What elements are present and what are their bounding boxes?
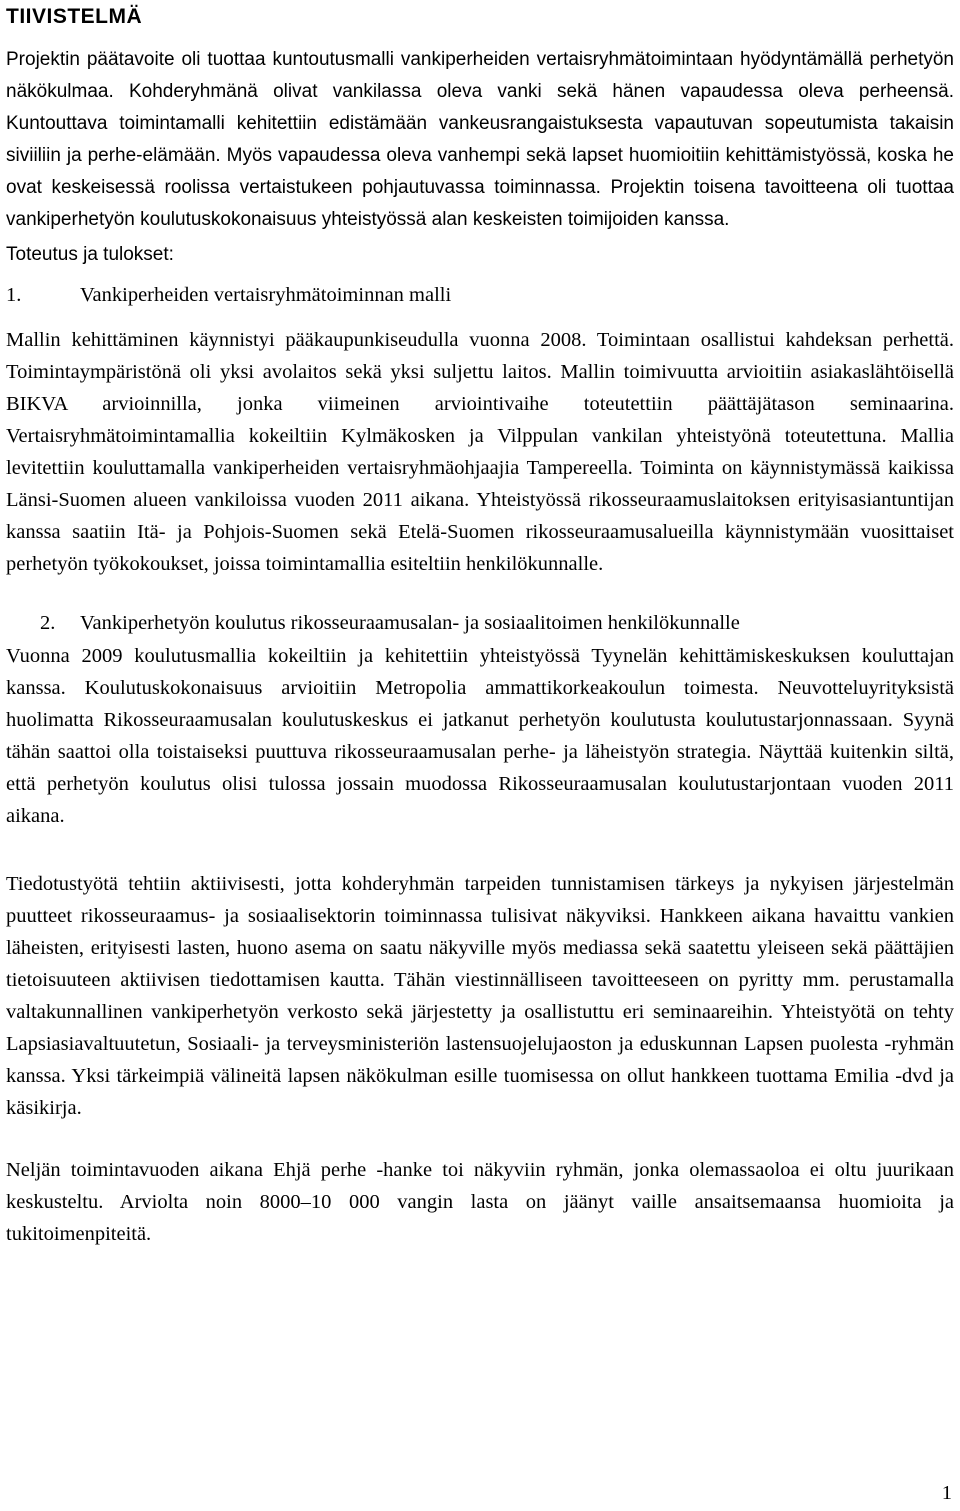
item1-body: Mallin kehittäminen käynnistyi pääkaupunkiseudulla vuonna 2008. Toimintaan osallistui kahdeksan perhettä. Toimintaympäristönä oli yksi avolaitos sekä yksi suljettu laitos. Mallin toimivuutta arvioitiin asiakaslähtöisellä BIKVA arvioinnilla, jonka viimeinen arviointivaihe toteutettiin päättäjätason seminaarina. Vertaisryhmätoimintamallia kokeiltiin Kylmäkosken ja Vilppulan vankilan yhteistyönä toteutettuna. Mallia levitettiin kouluttamalla vankiperheiden vertaisryhmäohjaajia Tampereella. Toiminta on käynnistymässä kaikissa Länsi-Suomen alueen vankiloissa vuoden 2011 aikana. Yhteistyössä rikosseuraamuslaitoksen erityisasiantuntijan kanssa saatiin Itä- ja Pohjois-Suomen sekä Etelä-Suomen rikosseuraamusalueilla käynnistymään vuosittaiset perhetyön työkokoukset, joissa toimintamallia esiteltiin henkilökunnalle.	[6, 329, 954, 575]
intro-paragraph: Projektin päätavoite oli tuottaa kuntoutusmalli vankiperheiden vertaisryhmätoimintaan hyödyntämällä perhetyön näkökulmaa. Kohderyhmänä olivat vankilassa oleva vanki sekä hänen vapaudessa oleva perheensä. Kuntouttava toimintamalli kehitettiin edistämään vankeusrangaistuksesta vapautuvan sopeutumista takaisin siviiliin ja perhe-elämään. Myös vapaudessa oleva vanhempi sekä lapset huomioitiin kehittämistyössä, koska he ovat keskeisessä roolissa vertaistukeen pohjautuvassa toiminnassa. Projektin toisena tavoitteena oli tuottaa vankiperhetyön koulutuskokonaisuus yhteistyössä alan keskeisten toimijoiden kanssa.	[6, 49, 954, 230]
final-paragraph: Neljän toimintavuoden aikana Ehjä perhe -hanke toi näkyviin ryhmän, jonka olemassaoloa ei oltu juurikaan keskusteltu. Arviolta noin 8000–10 000 vangin lasta on jäänyt vaille ansaitsemaansa huomioita ja tukitoimenpiteitä.	[6, 1159, 954, 1245]
item1-heading	[6, 282, 954, 308]
item2-heading	[6, 610, 954, 636]
page-number: 1	[941, 1482, 952, 1504]
item2-number: 2.	[40, 612, 56, 634]
page-title: TIIVISTELMÄ	[6, 5, 143, 28]
item2-body: Vuonna 2009 koulutusmallia kokeiltiin ja kehitettiin yhteistyössä Tyynelän kehittämiskeskuksen kouluttajan kanssa. Koulutuskokonaisuus arvioitiin Metropolia ammattikorkeakoulun toimesta. Neuvotteluyrityksistä huolimatta Rikosseuraamusalan koulutuskeskus ei jatkanut perhetyön koulutusta koulutustarjonnassaan. Syynä tähän saattoi olla toistaiseksi puuttuva rikosseuraamusalan perhe- ja läheistyön strategia. Näyttää kuitenkin siltä, että perhetyön koulutus olisi tulossa jossain muodossa Rikosseuraamusalan koulutustarjontaan vuoden 2011 aikana.	[6, 645, 954, 827]
info-paragraph: Tiedotustyötä tehtiin aktiivisesti, jotta kohderyhmän tarpeiden tunnistamisen tärkeys ja nykyisen järjestelmän puutteet rikosseuraamus- ja sosiaalisektorin toiminnassa tulisivat näkyviksi. Hankkeen aikana havaittu vankien läheisten, erityisesti lasten, huono asema on saatu näkyville myös mediassa sekä saatettu yleiseen sekä päättäjien tietoisuuteen aktiivisen tiedottamisen kautta. Tähän viestinnälliseen tavoitteeseen on pyritty mm. perustamalla valtakunnallinen vankiperhetyön verkosto sekä järjestetty ja osallistuttu eri seminaareihin. Yhteistyötä on tehty Lapsiasiavaltuutetun, Sosiaali- ja terveysministeriön lastensuojelujaoston ja eduskunnan Lapsen puolesta -ryhmän kanssa. Yksi tärkeimpiä välineitä lapsen näkökulman esille tuomisessa on ollut hankkeen tuottama Emilia -dvd ja käsikirja.	[6, 873, 954, 1119]
results-label: Toteutus ja tulokset:	[6, 244, 174, 265]
item1-number: 1.	[6, 284, 22, 306]
document-page	[6, 0, 954, 1250]
item1-heading-text: Vankiperheiden vertaisryhmätoiminnan malli	[80, 284, 452, 306]
item2-heading-text: Vankiperhetyön koulutus rikosseuraamusalan- ja sosiaalitoimen henkilökunnalle	[80, 612, 740, 634]
